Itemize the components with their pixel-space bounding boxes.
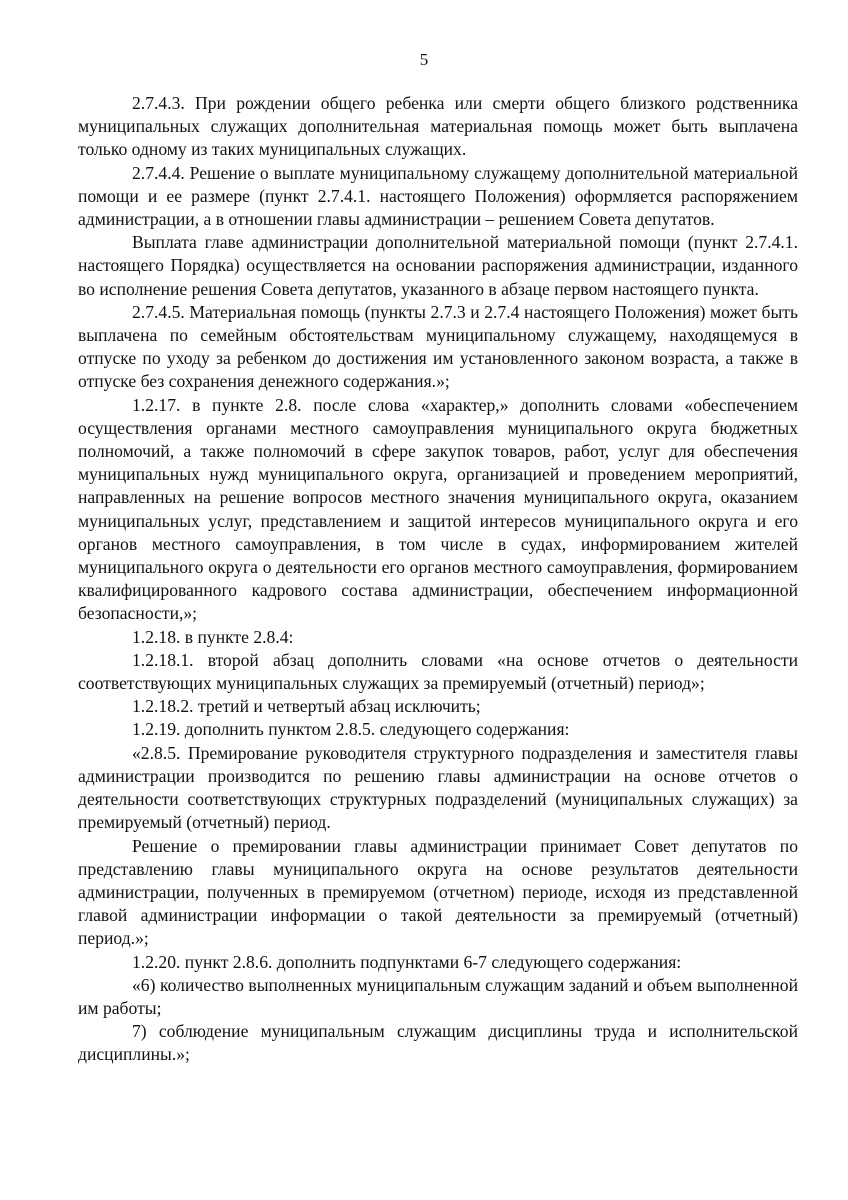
paragraph-1-2-17: 1.2.17. в пункте 2.8. после слова «характер,» дополнить словами «обеспечением осуществления органами местного самоуправления муниципального округа бюджетных полномочий, а также полномочий в сфере закупок товаров, работ, услуг для обеспечения муниципальных нужд муниципального округа, организацией и проведением мероприятий, направленных на решение вопросов местного значения муниципального округа, оказанием муниципальных услуг, представлением и защитой интересов муниципального округа и его органов местного самоуправления, в том числе в судах, информированием жителей муниципального округа о деятельности его органов местного самоуправления, формированием квалифицированного кадрового состава администрации, обеспечением информационной безопасности,»; bbox=[78, 394, 798, 624]
paragraph-2-7-4-4: 2.7.4.4. Решение о выплате муниципальному служащему дополнительной материальной помощи и ее размере (пункт 2.7.4.1. настоящего Положения) оформляется распоряжением администрации, а в отношении главы администрации – решением Совета депутатов. bbox=[78, 162, 798, 230]
paragraph-1-2-19: 1.2.19. дополнить пунктом 2.8.5. следующего содержания: bbox=[132, 719, 570, 740]
paragraph-2-7-4-5: 2.7.4.5. Материальная помощь (пункты 2.7.3 и 2.7.4 настоящего Положения) может быть выплачена по семейным обстоятельствам муниципальному служащему, находящемуся в отпуске по уходу за ребенком до достижения им установленного законом возраста, а также в отпуске без сохранения денежного содержания.»; bbox=[78, 301, 798, 392]
paragraph-bonus-head: Решение о премировании главы администрации принимает Совет депутатов по представлению главы муниципального округа на основе результатов деятельности администрации, полученных в премируемом (отчетном) периоде, исходя из представленной главой администрации информации о такой деятельности за премируемый (отчетный) период.»; bbox=[78, 835, 798, 949]
paragraph-1-2-18-1: 1.2.18.1. второй абзац дополнить словами «на основе отчетов о деятельности соответствующих муниципальных служащих за премируемый (отчетный) период»; bbox=[78, 649, 798, 694]
paragraph-1-2-20: 1.2.20. пункт 2.8.6. дополнить подпунктами 6-7 следующего содержания: bbox=[132, 951, 682, 972]
paragraph-payment-head: Выплата главе администрации дополнительной материальной помощи (пункт 2.7.4.1. настоящего Порядка) осуществляется на основании распоряжения администрации, изданного во исполнение решения Совета депутатов, указанного в абзаце первом настоящего пункта. bbox=[78, 232, 798, 299]
paragraph-subitem-6: «6) количество выполненных муниципальным служащим заданий и объем выполненной им работы; bbox=[78, 974, 798, 1018]
paragraph-1-2-18: 1.2.18. в пункте 2.8.4: bbox=[132, 626, 294, 647]
paragraph-2-7-4-3: 2.7.4.3. При рождении общего ребенка или смерти общего близкого родственника муниципальных служащих дополнительная материальная помощь может быть выплачена только одному из таких муниципальных служащих. bbox=[78, 93, 798, 160]
paragraph-1-2-18-2: 1.2.18.2. третий и четвертый абзац исключить; bbox=[132, 696, 481, 717]
document-body bbox=[78, 92, 798, 1067]
page-number: 5 bbox=[419, 50, 429, 69]
paragraph-2-8-5: «2.8.5. Премирование руководителя структурного подразделения и заместителя главы администрации производится по решению главы администрации на основе отчетов о деятельности соответствующих структурных подразделений (муниципальных служащих) за премируемый (отчетный) период. bbox=[78, 742, 798, 833]
paragraph-subitem-7: 7) соблюдение муниципальным служащим дисциплины труда и исполнительской дисциплины.»; bbox=[78, 1021, 798, 1065]
